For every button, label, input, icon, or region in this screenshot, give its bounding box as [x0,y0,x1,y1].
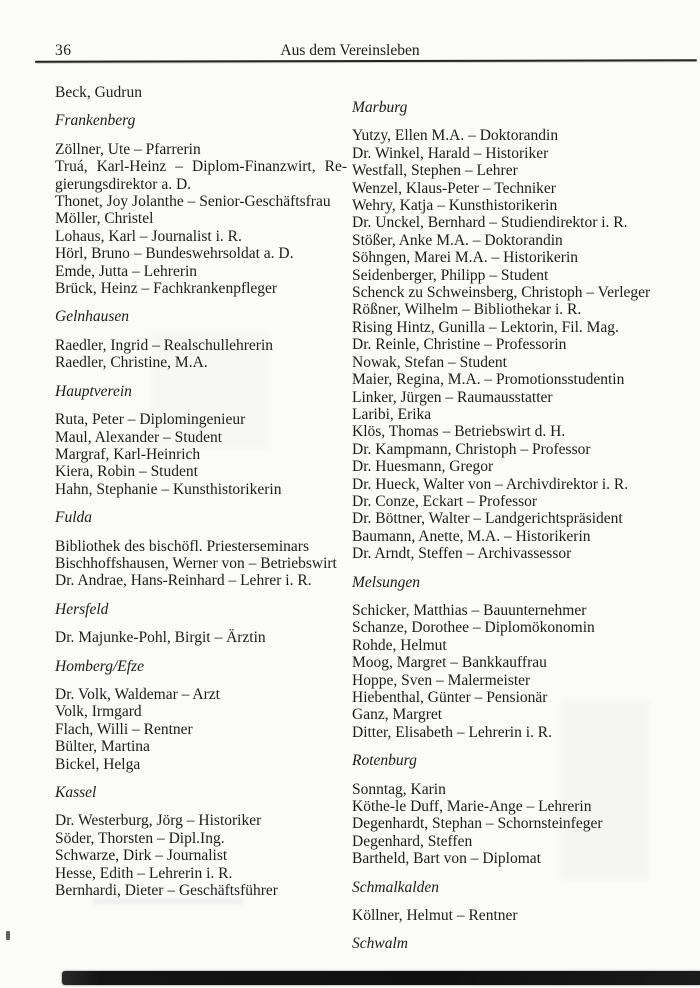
member-entry: Schwarze, Dirk – Journalist [55,847,228,865]
member-entry: Dr. Huesmann, Gregor [352,458,494,476]
member-entry: Laribi, Erika [352,405,432,423]
member-entry: Dr. Unckel, Bernhard – Studiendirektor i. R. [352,214,628,232]
member-entry: Rößner, Wilhelm – Bibliothekar i. R. [352,301,582,319]
member-entry: Zöllner, Ute – Pfarrerin [55,140,201,158]
member-entry: Ruta, Peter – Diplomingenieur [55,411,246,429]
member-entry: Maul, Alexander – Student [55,428,223,446]
section-heading: Marburg [352,99,408,116]
bleedthrough-smudge [150,330,270,450]
member-entry: Schanze, Dorothee – Diplomökonomin [352,619,595,637]
member-entry: Moog, Margret – Bankkauffrau [352,654,547,672]
member-entry: Degenhard, Steffen [352,832,473,850]
member-entry: Margraf, Karl-Heinrich [55,445,201,463]
member-entry: Ganz, Margret [352,706,443,724]
bleedthrough-smudge [93,899,243,904]
member-entry: Söder, Thorsten – Dipl.Ing. [55,829,225,847]
member-entry: Bartheld, Bart von – Diplomat [352,850,541,868]
section-heading: Hersfeld [55,600,109,618]
member-entry: Bickel, Helga [55,755,141,773]
member-entry: Dr. Kampmann, Christoph – Professor [352,440,591,458]
member-entry: Schicker, Matthias – Bauunternehmer [352,601,587,619]
member-entry: Yutzy, Ellen M.A. – Doktorandin [352,127,559,145]
member-entry: Dr. Majunke-Pohl, Birgit – Ärztin [55,629,266,647]
header-rule [35,59,697,62]
member-entry: Emde, Jutta – Lehrerin [55,262,198,280]
member-entry: Maier, Regina, M.A. – Promotionsstudentin [352,371,625,389]
member-entry: Baumann, Anette, M.A. – Historikerin [352,527,591,545]
member-entry: Dr. Westerburg, Jörg – Historiker [55,812,262,830]
member-entry: Degenhardt, Stephan – Schornsteinfeger [352,815,603,833]
member-entry: Lohaus, Karl – Journalist i. R. [55,227,242,245]
section-heading: Kassel [55,784,97,801]
member-entry: Hesse, Edith – Lehrerin i. R. [55,864,233,882]
member-entry: Köllner, Helmut – Rentner [352,907,518,925]
member-entry: Thonet, Joy Jolanthe – Senior-Geschäftsfrau [55,193,331,211]
section-heading: Melsungen [352,573,421,591]
member-entry: Seidenberger, Philipp – Student [352,266,549,284]
section-heading: Rotenburg [352,752,417,770]
member-entry: Hiebenthal, Günter – Pensionär [352,689,548,706]
member-entry: Volk, Irmgard [55,703,142,721]
member-entry: Dr. Conze, Eckart – Professor [352,492,538,510]
member-entry: Dr. Volk, Waldemar – Arzt [55,685,220,703]
member-entry: Beck, Gudrun [55,84,142,101]
member-entry: Dr. Hueck, Walter von – Archivdirektor i. R. [352,475,629,493]
member-entry [55,158,347,193]
member-entry: Dr. Andrae, Hans-Reinhard – Lehrer i. R. [55,572,312,590]
member-entry: Westfall, Stephen – Lehrer [352,162,518,180]
member-entry: Klös, Thomas – Betriebswirt d. H. [352,423,566,441]
running-header: Aus dem Vereinsleben [280,42,420,59]
member-entry: Hörl, Bruno – Bundeswehrsoldat a. D. [55,245,294,263]
member-entry: Rising Hintz, Gunilla – Lektorin, Fil. Mag. [352,318,619,336]
section-heading: Fulda [55,509,93,527]
member-entry: Brück, Heinz – Fachkrankenpfleger [55,280,278,298]
member-entry: Wehry, Katja – Kunsthistorikerin [352,197,558,215]
member-entry: Kiera, Robin – Student [55,463,198,481]
section-heading: Frankenberg [55,112,136,130]
member-entry: Ditter, Elisabeth – Lehrerin i. R. [352,723,552,741]
scan-speck [6,931,10,940]
member-entry: Hahn, Stephanie – Kunsthistorikerin [55,480,282,498]
member-entry: Raedler, Christine, M.A. [55,354,208,372]
member-entry: Linker, Jürgen – Raumausstatter [352,388,553,406]
member-entry: Söhngen, Marei M.A. – Historikerin [352,249,579,267]
section-heading: Schmalkalden [352,878,439,896]
section-heading: Gelnhausen [55,308,130,326]
member-entry: Hoppe, Sven – Malermeister [352,671,531,689]
member-entry: Nowak, Stefan – Student [352,353,507,371]
member-entry: Wenzel, Klaus-Peter – Techniker [352,179,556,197]
bottom-scan-edge-bar [62,971,700,985]
member-entry: Rohde, Helmut [352,636,447,654]
section-heading: Hauptverein [55,382,132,400]
member-entry: Bülter, Martina [55,738,150,756]
member-entry: Stößer, Anke M.A. – Doktorandin [352,231,563,249]
member-entry: Flach, Willi – Rentner [55,720,193,738]
member-entry: Raedler, Ingrid – Realschullehrerin [55,336,274,354]
member-entry-line: gierungsdirektor a. D. [55,175,192,193]
member-entry: Bernhardi, Dieter – Geschäftsführer [55,882,278,900]
left-column [55,84,347,899]
member-entry: Bibliothek des bischöfl. Priesterseminars [55,537,309,555]
member-entry: Möller, Christel [55,210,154,228]
member-entry: Köthe-le Duff, Marie-Ange – Lehrerin [352,798,592,816]
member-entry: Dr. Arndt, Steffen – Archivassessor [352,545,572,563]
member-entry-line: Truá, Karl-Heinz – Diplom-Finanzwirt, Re- [55,158,347,176]
member-entry: Dr. Winkel, Harald – Historiker [352,144,549,162]
section-heading: Homberg/Efze [55,657,144,675]
member-entry: Sonntag, Karin [352,780,446,798]
bleedthrough-smudge [560,700,650,880]
member-entry: Schenck zu Schweinsberg, Christoph – Verleger [352,284,651,302]
member-entry: Bischhoffshausen, Werner von – Betriebswirt [55,554,337,572]
member-entry: Dr. Böttner, Walter – Landgerichtspräsident [352,510,623,528]
section-heading: Schwalm [352,935,408,953]
member-entry: Dr. Reinle, Christine – Professorin [352,336,567,354]
page-number: 36 [55,42,72,59]
